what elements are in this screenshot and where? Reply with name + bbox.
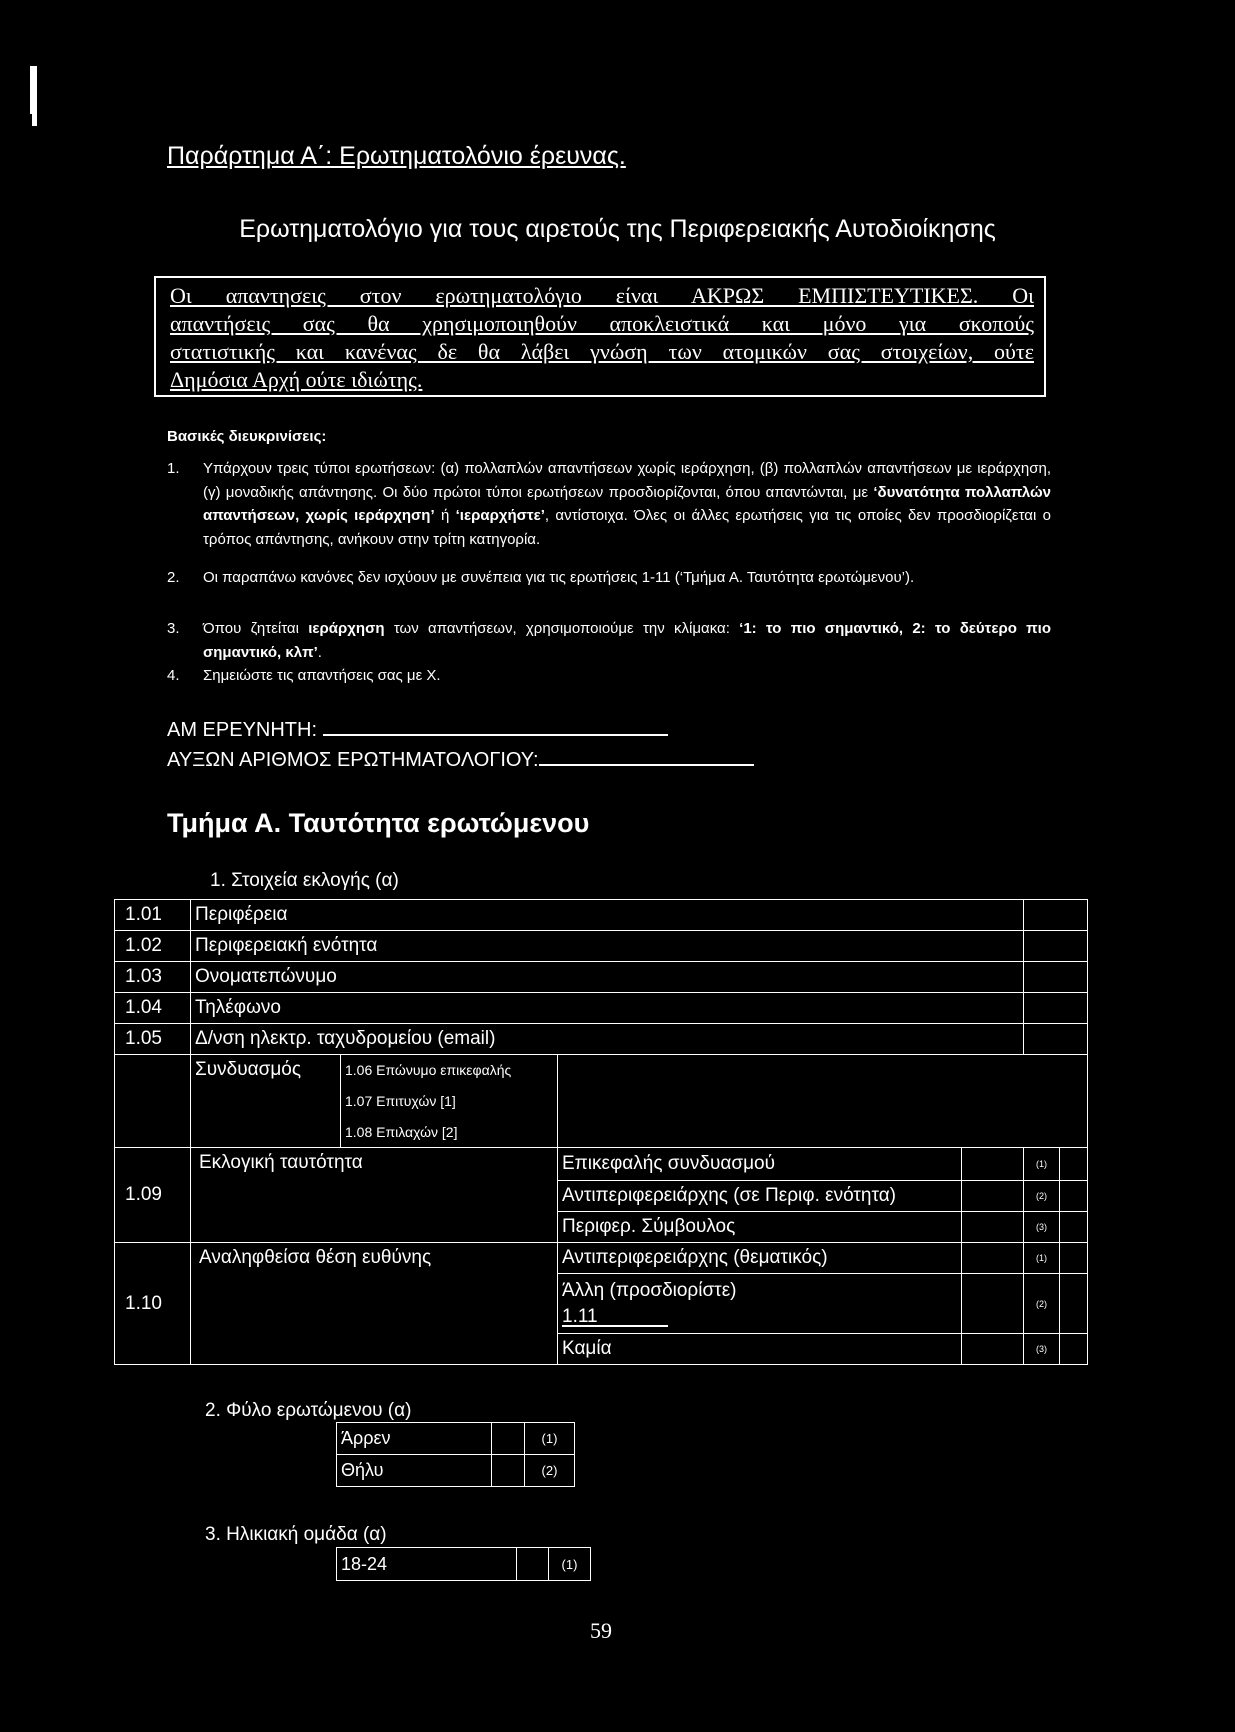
row-margin [1060, 1181, 1088, 1212]
question-2-title: 2. Φύλο ερωτώμενου (α) [205, 1400, 412, 1421]
option-checkbox[interactable] [962, 1334, 1024, 1365]
basic-clarifications-title: Βασικές διευκρινίσεις: [167, 428, 327, 445]
option-label: Περιφερ. Σύμβουλος [558, 1212, 962, 1243]
answer-field[interactable] [1024, 993, 1088, 1024]
page-number: 59 [590, 1618, 612, 1643]
option-label: Αντιπεριφερειάρχης (θεματικός) [558, 1243, 962, 1274]
instruction-item [167, 664, 1051, 688]
row-label: Τηλέφωνο [191, 993, 1024, 1024]
table-row [337, 1455, 575, 1487]
instruction-text: Οι παραπάνω κανόνες δεν ισχύουν με συνέπεια για τις ερωτήσεις 1-11 (‘Τμήμα Α. Ταυτότητα ερωτώμενου’). [203, 569, 915, 586]
electoral-identity-label: Εκλογική ταυτότητα [191, 1148, 558, 1243]
election-data-table [114, 899, 1088, 1365]
row-label: Δ/νση ηλεκτρ. ταχυδρομείου (email) [191, 1024, 1024, 1055]
notice-line: Δημόσια Αρχή ούτε ιδιώτης. [170, 367, 423, 392]
option-checkbox[interactable] [962, 1243, 1024, 1274]
combination-subrow: 1.06 Επώνυμο επικεφαλής [341, 1055, 558, 1086]
row-margin [1060, 1243, 1088, 1274]
option-checkbox[interactable] [517, 1548, 549, 1581]
row-label: Ονοματεπώνυμο [191, 962, 1024, 993]
row-code: 1.10 [115, 1243, 191, 1365]
option-code: (1) [525, 1423, 575, 1455]
other-option-label: Άλλη (προσδιορίστε) [562, 1279, 737, 1301]
option-checkbox[interactable] [492, 1423, 525, 1455]
instruction-item [167, 617, 1051, 664]
instruction-text: Όπου ζητείται ιεράρχηση των απαντήσεων, χρησιμοποιούμε την κλίμακα: ‘1: το πιο σημαντικό, 2: το δεύτερο πιο σημαντικό, κλπ’. [203, 620, 1052, 661]
instruction-text: Σημειώστε τις απαντήσεις σας με Χ. [203, 667, 441, 684]
other-specify-field[interactable]: 1.11 [562, 1308, 668, 1327]
option-label [558, 1274, 962, 1334]
row-margin [1060, 1334, 1088, 1365]
option-checkbox[interactable] [962, 1274, 1024, 1334]
instruction-item [167, 457, 1051, 551]
table-row [115, 1024, 1088, 1055]
combination-subrow: 1.07 Επιτυχών [1] [341, 1086, 558, 1117]
section-a-heading: Τμήμα Α. Ταυτότητα ερωτώμενου [167, 808, 590, 838]
row-code: 1.05 [115, 1024, 191, 1055]
questionnaire-number-line [167, 748, 754, 772]
row-margin [1060, 1274, 1088, 1334]
confidentiality-notice [154, 276, 1046, 397]
option-code: (3) [1024, 1212, 1060, 1243]
researcher-id-line [167, 718, 668, 742]
option-label: Επικεφαλής συνδυασμού [558, 1148, 962, 1181]
row-code: 1.04 [115, 993, 191, 1024]
option-checkbox[interactable] [492, 1455, 525, 1487]
researcher-id-label: ΑΜ ΕΡΕΥΝΗΤΗ: [167, 719, 318, 741]
row-code: 1.02 [115, 931, 191, 962]
answer-field[interactable] [1024, 1024, 1088, 1055]
row-margin [1060, 1212, 1088, 1243]
instruction-number: 1. [167, 460, 180, 477]
row-code: 1.03 [115, 962, 191, 993]
combination-subrow: 1.08 Επιλαχών [2] [341, 1117, 558, 1148]
responsibility-label: Αναληφθείσα θέση ευθύνης [191, 1243, 558, 1365]
questionnaire-subtitle: Ερωτηματολόγιο για τους αιρετούς της Περιφερειακής Αυτοδιοίκησης [239, 215, 996, 243]
row-code: 1.09 [115, 1148, 191, 1243]
table-row [115, 900, 1088, 931]
row-margin [1060, 1148, 1088, 1181]
appendix-title: Παράρτημα Α΄: Ερωτηματολόνιο έρευνας. [167, 142, 626, 170]
answer-field[interactable] [558, 1086, 1088, 1117]
row-label: Περιφέρεια [191, 900, 1024, 931]
instruction-number: 2. [167, 569, 180, 586]
combination-label: Συνδυασμός [191, 1055, 341, 1148]
margin-rule-inner [30, 66, 32, 114]
option-code: (2) [1024, 1181, 1060, 1212]
questionnaire-number-field[interactable] [539, 748, 754, 766]
table-row [115, 1148, 1088, 1181]
option-checkbox[interactable] [962, 1181, 1024, 1212]
option-checkbox[interactable] [962, 1148, 1024, 1181]
answer-field[interactable] [558, 1117, 1088, 1148]
option-code: (2) [1024, 1274, 1060, 1334]
age-group-table [336, 1547, 591, 1581]
option-code: (1) [549, 1548, 591, 1581]
questionnaire-number-label: ΑΥΞΩΝ ΑΡΙΘΜΟΣ ΕΡΩΤΗΜΑΤΟΛΟΓΙΟΥ: [167, 749, 539, 771]
table-row [337, 1423, 575, 1455]
instruction-item [167, 566, 1051, 590]
answer-field[interactable] [1024, 962, 1088, 993]
instruction-text: Υπάρχουν τρεις τύποι ερωτήσεων: (α) πολλαπλών απαντήσεων χωρίς ιεράρχηση, (β) πολλαπλών απαντήσεων με ιεράρχηση, (γ) μοναδικής απάντησης. Οι δύο πρώτοι τύποι ερωτήσεων προσδιορίζονται, όπου απαντώνται, με ‘δυνατότητα πολλαπλών απαντήσεων, χωρίς ιεράρχηση’ ή ‘ιεραρχήστε’, αντίστοιχα. Όλες οι άλλες ερωτήσεις για τις οποίες δεν προσδιορίζεται ο τρόπος απάντησης, ανήκουν στην τρίτη κατηγορία. [203, 460, 1051, 548]
answer-field[interactable] [1024, 931, 1088, 962]
table-row [115, 962, 1088, 993]
gender-table [336, 1422, 575, 1487]
row-code: 1.01 [115, 900, 191, 931]
option-label: Άρρεν [337, 1423, 492, 1455]
option-code: (2) [525, 1455, 575, 1487]
option-checkbox[interactable] [962, 1212, 1024, 1243]
option-label: Θήλυ [337, 1455, 492, 1487]
question-1-title: 1. Στοιχεία εκλογής (α) [210, 870, 399, 891]
notice-line: στατιστικής και κανένας δε θα λάβει γνώση των ατομικών σας στοιχείων, ούτε [170, 339, 1034, 364]
table-row [115, 993, 1088, 1024]
table-row [115, 1055, 1088, 1086]
option-code: (1) [1024, 1148, 1060, 1181]
option-label: 18-24 [337, 1548, 517, 1581]
answer-field[interactable] [1024, 900, 1088, 931]
option-code: (3) [1024, 1334, 1060, 1365]
notice-line: Οι απαντησεις στον ερωτηματολόγιο είναι ΑΚΡΩΣ ΕΜΠΙΣΤΕΥΤΙΚΕΣ. Οι [170, 283, 1034, 308]
option-label: Αντιπεριφερειάρχης (σε Περιφ. ενότητα) [558, 1181, 962, 1212]
option-label: Καμία [558, 1334, 962, 1365]
row-code-empty [115, 1055, 191, 1148]
researcher-id-field[interactable] [323, 718, 668, 736]
table-row [337, 1548, 591, 1581]
margin-rule [32, 66, 37, 126]
answer-field[interactable] [558, 1055, 1088, 1086]
instruction-number: 3. [167, 620, 180, 637]
question-3-title: 3. Ηλικιακή ομάδα (α) [205, 1524, 387, 1545]
option-code: (1) [1024, 1243, 1060, 1274]
notice-line: απαντήσεις σας θα χρησιμοποιηθούν αποκλειστικά και μόνο για σκοπούς [170, 311, 1034, 336]
table-row [115, 931, 1088, 962]
row-label: Περιφερειακή ενότητα [191, 931, 1024, 962]
table-row [115, 1243, 1088, 1274]
instruction-number: 4. [167, 667, 180, 684]
